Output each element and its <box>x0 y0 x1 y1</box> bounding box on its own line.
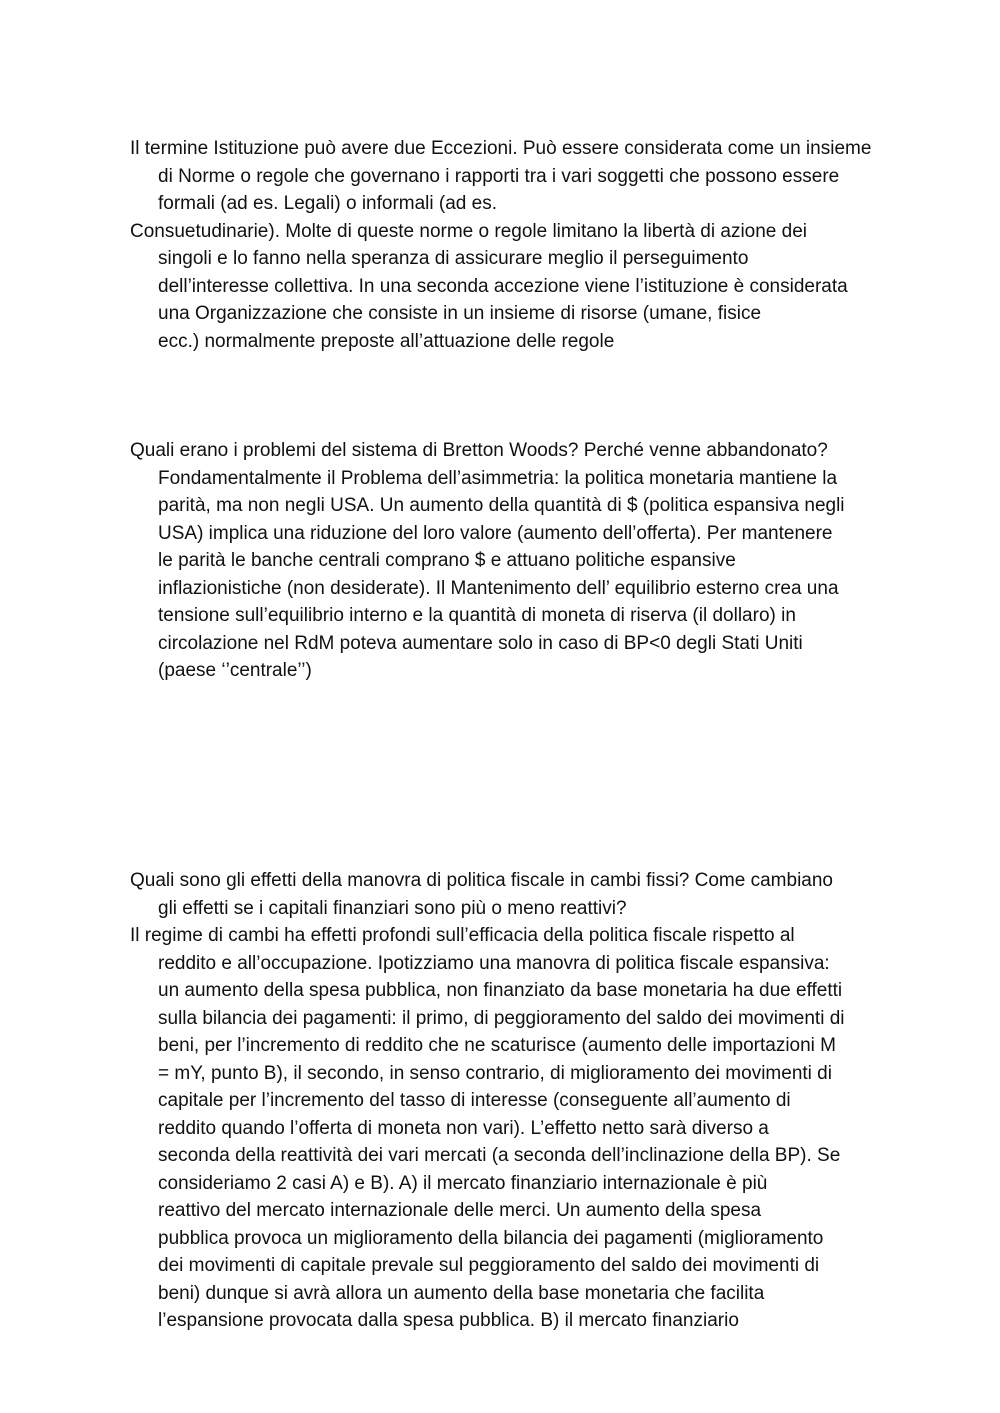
paragraph-bretton-woods <box>130 437 940 685</box>
text-line: dei movimenti di capitale prevale sul peggioramento del saldo dei movimenti di <box>158 1255 820 1276</box>
text-line: (paese ‘’centrale’’) <box>158 660 312 681</box>
text-line: = mY, punto B), il secondo, in senso contrario, di miglioramento dei movimenti di <box>158 1062 832 1084</box>
text-line: sulla bilancia dei pagamenti: il primo, di peggioramento del saldo dei movimenti di <box>158 1007 845 1029</box>
text-line: Fondamentalmente il Problema dell’asimmetria: la politica monetaria mantiene la <box>158 467 838 489</box>
text-line: inflazionistiche (non desiderate). Il Mantenimento dell’ equilibrio esterno crea una <box>158 577 839 599</box>
text-line: un aumento della spesa pubblica, non finanziato da base monetaria ha due effetti <box>158 980 843 1001</box>
text-line: l’espansione provocata dalla spesa pubblica. B) il mercato finanziario <box>158 1310 739 1331</box>
paragraph-istituzione <box>130 135 940 355</box>
text-line: capitale per l’incremento del tasso di interesse (conseguente all’aumento di <box>158 1090 791 1111</box>
text-line: Il termine Istituzione può avere due Eccezioni. Può essere considerata come un insieme <box>130 138 872 159</box>
text-line: pubblica provoca un miglioramento della bilancia dei pagamenti (miglioramento <box>158 1227 824 1249</box>
text-line: consideriamo 2 casi A) e B). A) il mercato finanziario internazionale è più <box>158 1172 768 1194</box>
text-line: USA) implica una riduzione del loro valore (aumento dell’offerta). Per mantenere <box>158 522 833 544</box>
text-line: reddito e all’occupazione. Ipotizziamo una manovra di politica fiscale espansiva: <box>158 952 830 974</box>
text-line: parità, ma non negli USA. Un aumento della quantità di $ (politica espansiva negli <box>158 495 845 516</box>
text-line: beni) dunque si avrà allora un aumento della base monetaria che facilita <box>158 1282 765 1304</box>
text-line: dell’interesse collettiva. In una seconda accezione viene l’istituzione è considerata <box>158 275 848 297</box>
text-line: una Organizzazione che consiste in un insieme di risorse (umane, fisice <box>158 303 762 324</box>
text-line: circolazione nel RdM poteva aumentare solo in caso di BP<0 degli Stati Uniti <box>158 632 803 654</box>
text-line: formali (ad es. Legali) o informali (ad es. <box>158 193 497 214</box>
paragraph-politica-fiscale <box>130 867 940 1335</box>
question-line: Quali erano i problemi del sistema di Bretton Woods? Perché venne abbandonato? <box>130 440 828 461</box>
text-line: reddito quando l’offerta di moneta non vari). L’effetto netto sarà diverso a <box>158 1117 769 1139</box>
text-line: ecc.) normalmente preposte all’attuazione delle regole <box>158 330 615 352</box>
text-line: tensione sull’equilibrio interno e la quantità di moneta di riserva (il dollaro) in <box>158 605 796 626</box>
text-line: Il regime di cambi ha effetti profondi sull’efficacia della politica fiscale rispetto al <box>130 925 795 946</box>
text-line: reattivo del mercato internazionale delle merci. Un aumento della spesa <box>158 1200 762 1221</box>
text-line: seconda della reattività dei vari mercati (a seconda dell’inclinazione della BP). Se <box>158 1145 841 1166</box>
question-line: gli effetti se i capitali finanziari sono più o meno reattivi? <box>158 897 627 919</box>
text-line: Consuetudinarie). Molte di queste norme o regole limitano la libertà di azione dei <box>130 220 807 242</box>
text-line: di Norme o regole che governano i rapporti tra i vari soggetti che possono essere <box>158 165 840 187</box>
question-line: Quali sono gli effetti della manovra di politica fiscale in cambi fissi? Come cambiano <box>130 870 833 891</box>
text-line: beni, per l’incremento di reddito che ne scaturisce (aumento delle importazioni M <box>158 1035 837 1056</box>
text-line: le parità le banche centrali comprano $ e attuano politiche espansive <box>158 550 736 571</box>
text-line: singoli e lo fanno nella speranza di assicurare meglio il perseguimento <box>158 248 749 269</box>
